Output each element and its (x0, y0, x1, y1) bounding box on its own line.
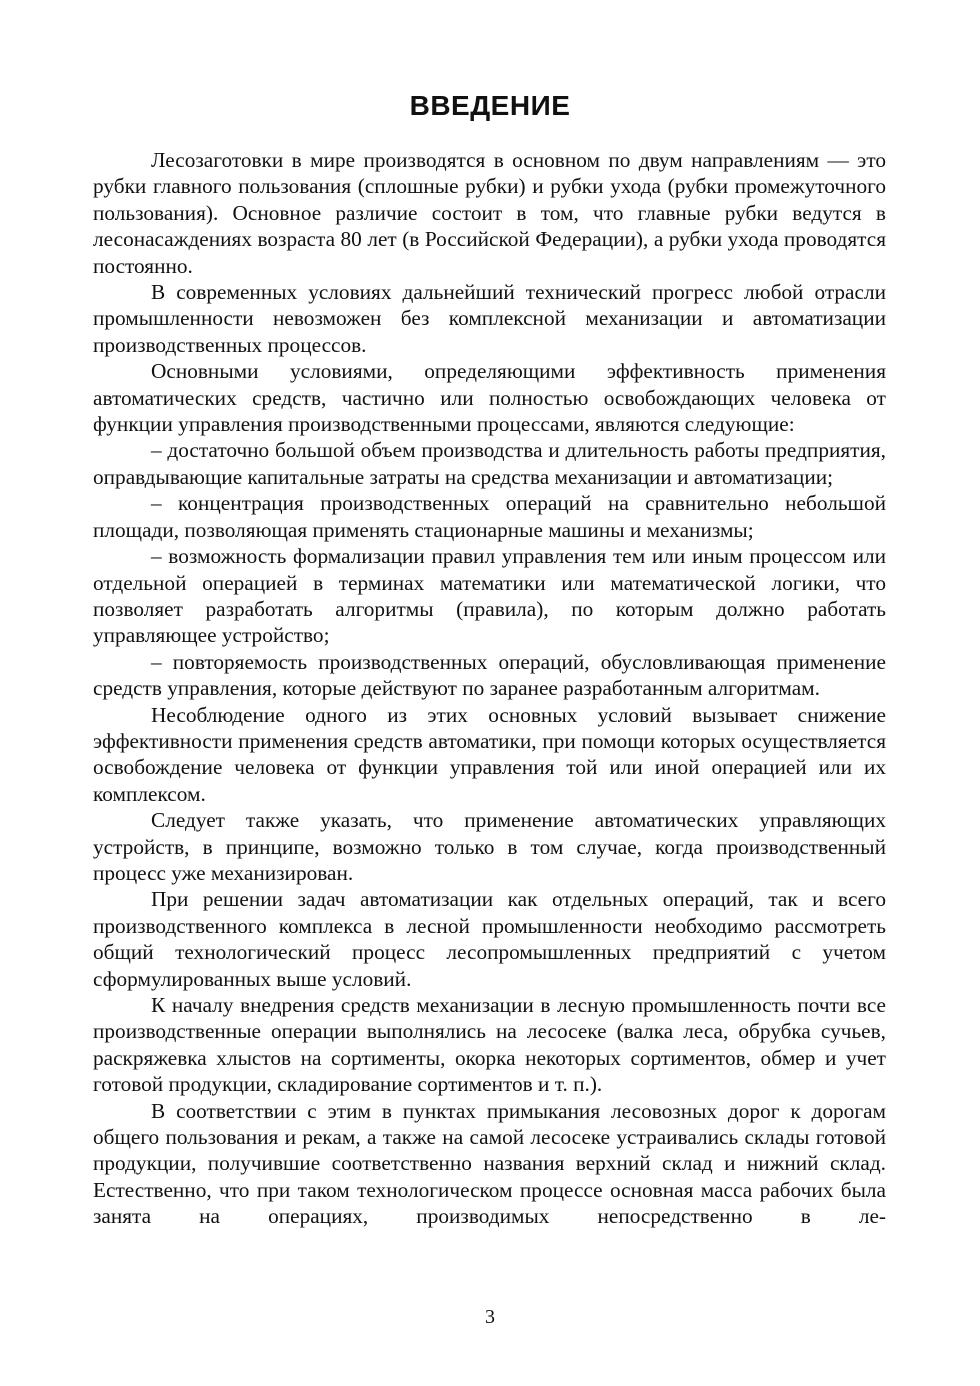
paragraph-warehouses: В соответствии с этим в пунктах примыкания лесовозных дорог к дорогам общего пользования и рекам, а также на самой лесосеке устраивались склады готовой продукции, получившие соответственно названия верхний склад и нижний склад. Естественно, что при таком технологическом процессе основная масса рабочих была занята на операциях, производимых непосредственно в ле- (93, 1098, 886, 1229)
page-number: 3 (485, 1306, 495, 1328)
paragraph-history: К началу внедрения средств механизации в лесную промышленность почти все производственные операции выполнялись на лесосеке (валка леса, обрубка сучьев, раскряжевка хлыстов на сортименты, окорка некоторых сортиментов, обмер и учет готовой продукции, складирование сортиментов и т. п.). (93, 993, 886, 1097)
list-item-concentration: – концентрация производственных операций на сравнительно небольшой площади, позволяющая применять стационарные машины и механизмы; (93, 491, 886, 542)
list-item-volume: – достаточно большой объем производства и длительность работы предприятия, оправдывающие капитальные затраты на средства механизации и автоматизации; (93, 438, 886, 489)
paragraph-tasks: При решении задач автоматизации как отдельных операций, так и всего производственного комплекса в лесной промышленности необходимо рассмотреть общий технологический процесс лесопромышленных предприятий с учетом сформулированных выше условий. (93, 887, 886, 991)
paragraph-conditions: Основными условиями, определяющими эффективность применения автоматических средств, частично или полностью освобождающих человека от функции управления производственными процессами, являются следующие: (93, 359, 886, 437)
paragraph-mechanized: Следует также указать, что применение автоматических управляющих устройств, в принципе, возможно только в том случае, когда производственный процесс уже механизирован. (93, 808, 886, 885)
paragraph-noncompliance: Несоблюдение одного из этих основных условий вызывает снижение эффективности применения средств автоматики, при помощи которых осуществляется освобождение человека от функции управления той или иной операцией или их комплексом. (93, 702, 886, 806)
body-text (93, 147, 886, 1230)
list-item-formalization: – возможность формализации правил управления тем или иным процессом или отдельной операцией в терминах математики или математической логики, что позволяет разработать алгоритмы (правила), по которым должно работать управляющее устройство; (93, 544, 886, 648)
list-item-repeatability: – повторяемость производственных операций, обусловливающая применение средств управления, которые действуют по заранее разработанным алгоритмам. (93, 649, 886, 701)
paragraph-intro: Лесозаготовки в мире производятся в основном по двум направлениям — это рубки главного пользования (сплошные рубки) и рубки ухода (рубки промежуточного пользования). Основное различие состоит в том, что главные рубки ведутся в лесонасаждениях возраста 80 лет (в Российской Федерации), а рубки ухода проводятся постоянно. (93, 148, 886, 278)
paragraph-progress: В современных условиях дальнейший технический прогресс любой отрасли промышленности невозможен без комплексной механизации и автоматизации производственных процессов. (93, 280, 886, 357)
page-title: ВВЕДЕНИЕ (409, 90, 571, 121)
